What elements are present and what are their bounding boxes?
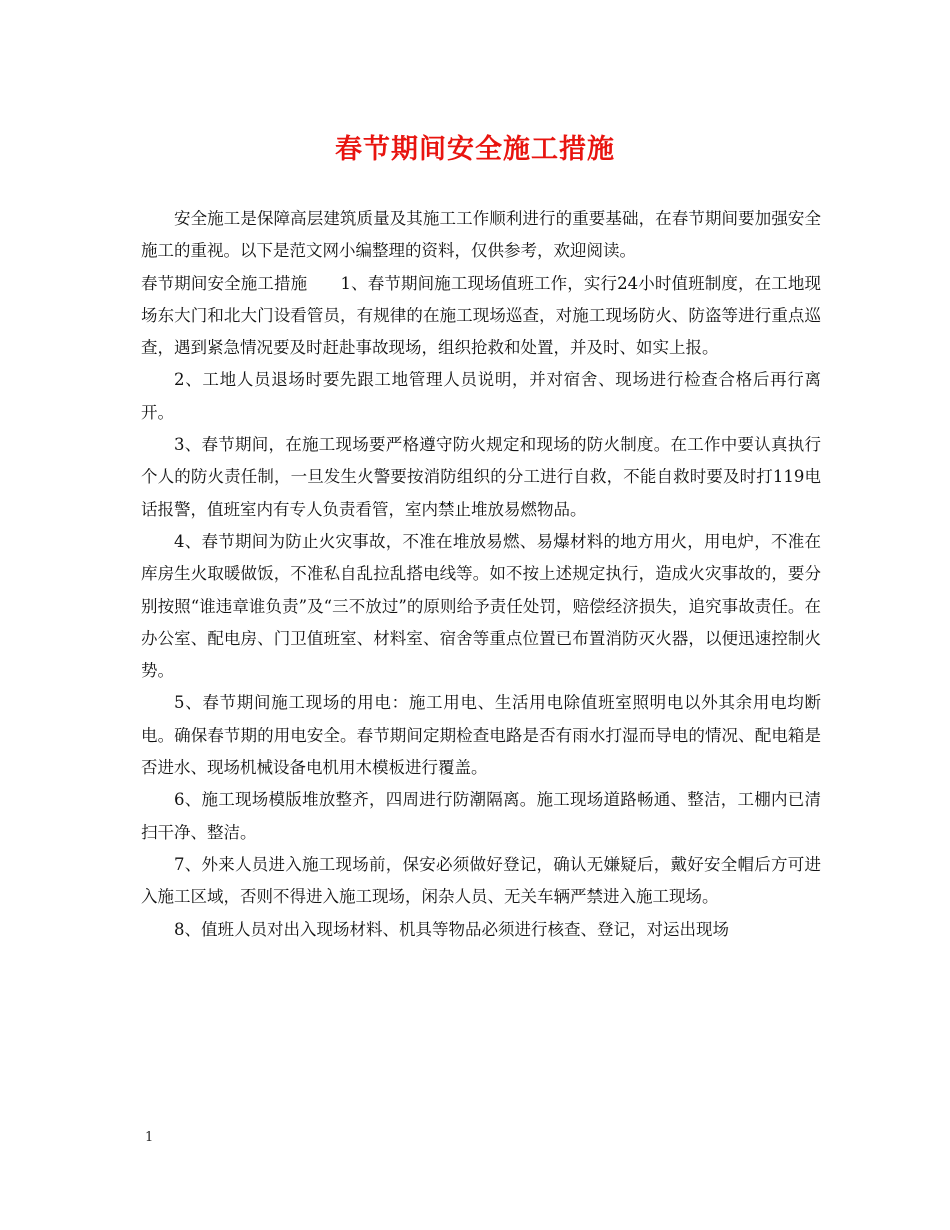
paragraph-item-3: 3、春节期间，在施工现场要严格遵守防火规定和现场的防火制度。在工作中要认真执行个人的防火责任制，一旦发生火警要按消防组织的分工进行自救，不能自救时要及时打119电话报警，值班室内有专人负责看管，室内禁止堆放易燃物品。 [141, 435, 821, 519]
paragraph-item-2: 2、工地人员退场时要先跟工地管理人员说明，并对宿舍、现场进行检查合格后再行离开。 [141, 370, 821, 422]
document-title: 春节期间安全施工措施 [335, 134, 615, 165]
paragraph-item-6: 6、施工现场模版堆放整齐，四周进行防潮隔离。施工现场道路畅通、整洁，工棚内已清扫干净、整洁。 [141, 790, 821, 842]
paragraph-item-1: 春节期间安全施工措施 1、春节期间施工现场值班工作，实行24小时值班制度，在工地现场东大门和北大门设看管员，有规律的在施工现场巡查，对施工现场防火、防盗等进行重点巡查，遇到紧急情况要及时赶赴事故现场，组织抢救和处置，并及时、如实上报。 [141, 273, 821, 358]
paragraph-item-7: 7、外来人员进入施工现场前，保安必须做好登记，确认无嫌疑后，戴好安全帽后方可进入施工区域，否则不得进入施工现场，闲杂人员、无关车辆严禁进入施工现场。 [141, 854, 821, 907]
paragraph-item-8: 8、值班人员对出入现场材料、机具等物品必须进行核查、登记，对运出现场 [174, 919, 729, 939]
paragraph-item-5: 5、春节期间施工现场的用电：施工用电、生活用电除值班室照明电以外其余用电均断电。确保春节期的用电安全。春节期间定期检查电路是否有雨水打湿而导电的情况、配电箱是否进水、现场机械设备电机用木模板进行覆盖。 [141, 693, 821, 778]
document-body [141, 203, 821, 946]
paragraph-item-4: 4、春节期间为防止火灾事故，不准在堆放易燃、易爆材料的地方用火，用电炉，不准在库房生火取暖做饭，不准私自乱拉乱搭电线等。如不按上述规定执行，造成火灾事故的，要分别按照“谁违章谁负责”及“三不放过”的原则给予责任处罚，赔偿经济损失，追究事故责任。在办公室、配电房、门卫值班室、材料室、宿舍等重点位置已布置消防灭火器，以便迅速控制火势。 [141, 531, 821, 681]
paragraph-intro: 安全施工是保障高层建筑质量及其施工工作顺利进行的重要基础，在春节期间要加强安全施工的重视。以下是范文网小编整理的资料，仅供参考，欢迎阅读。 [141, 209, 821, 261]
page-number: 1 [145, 1130, 154, 1145]
